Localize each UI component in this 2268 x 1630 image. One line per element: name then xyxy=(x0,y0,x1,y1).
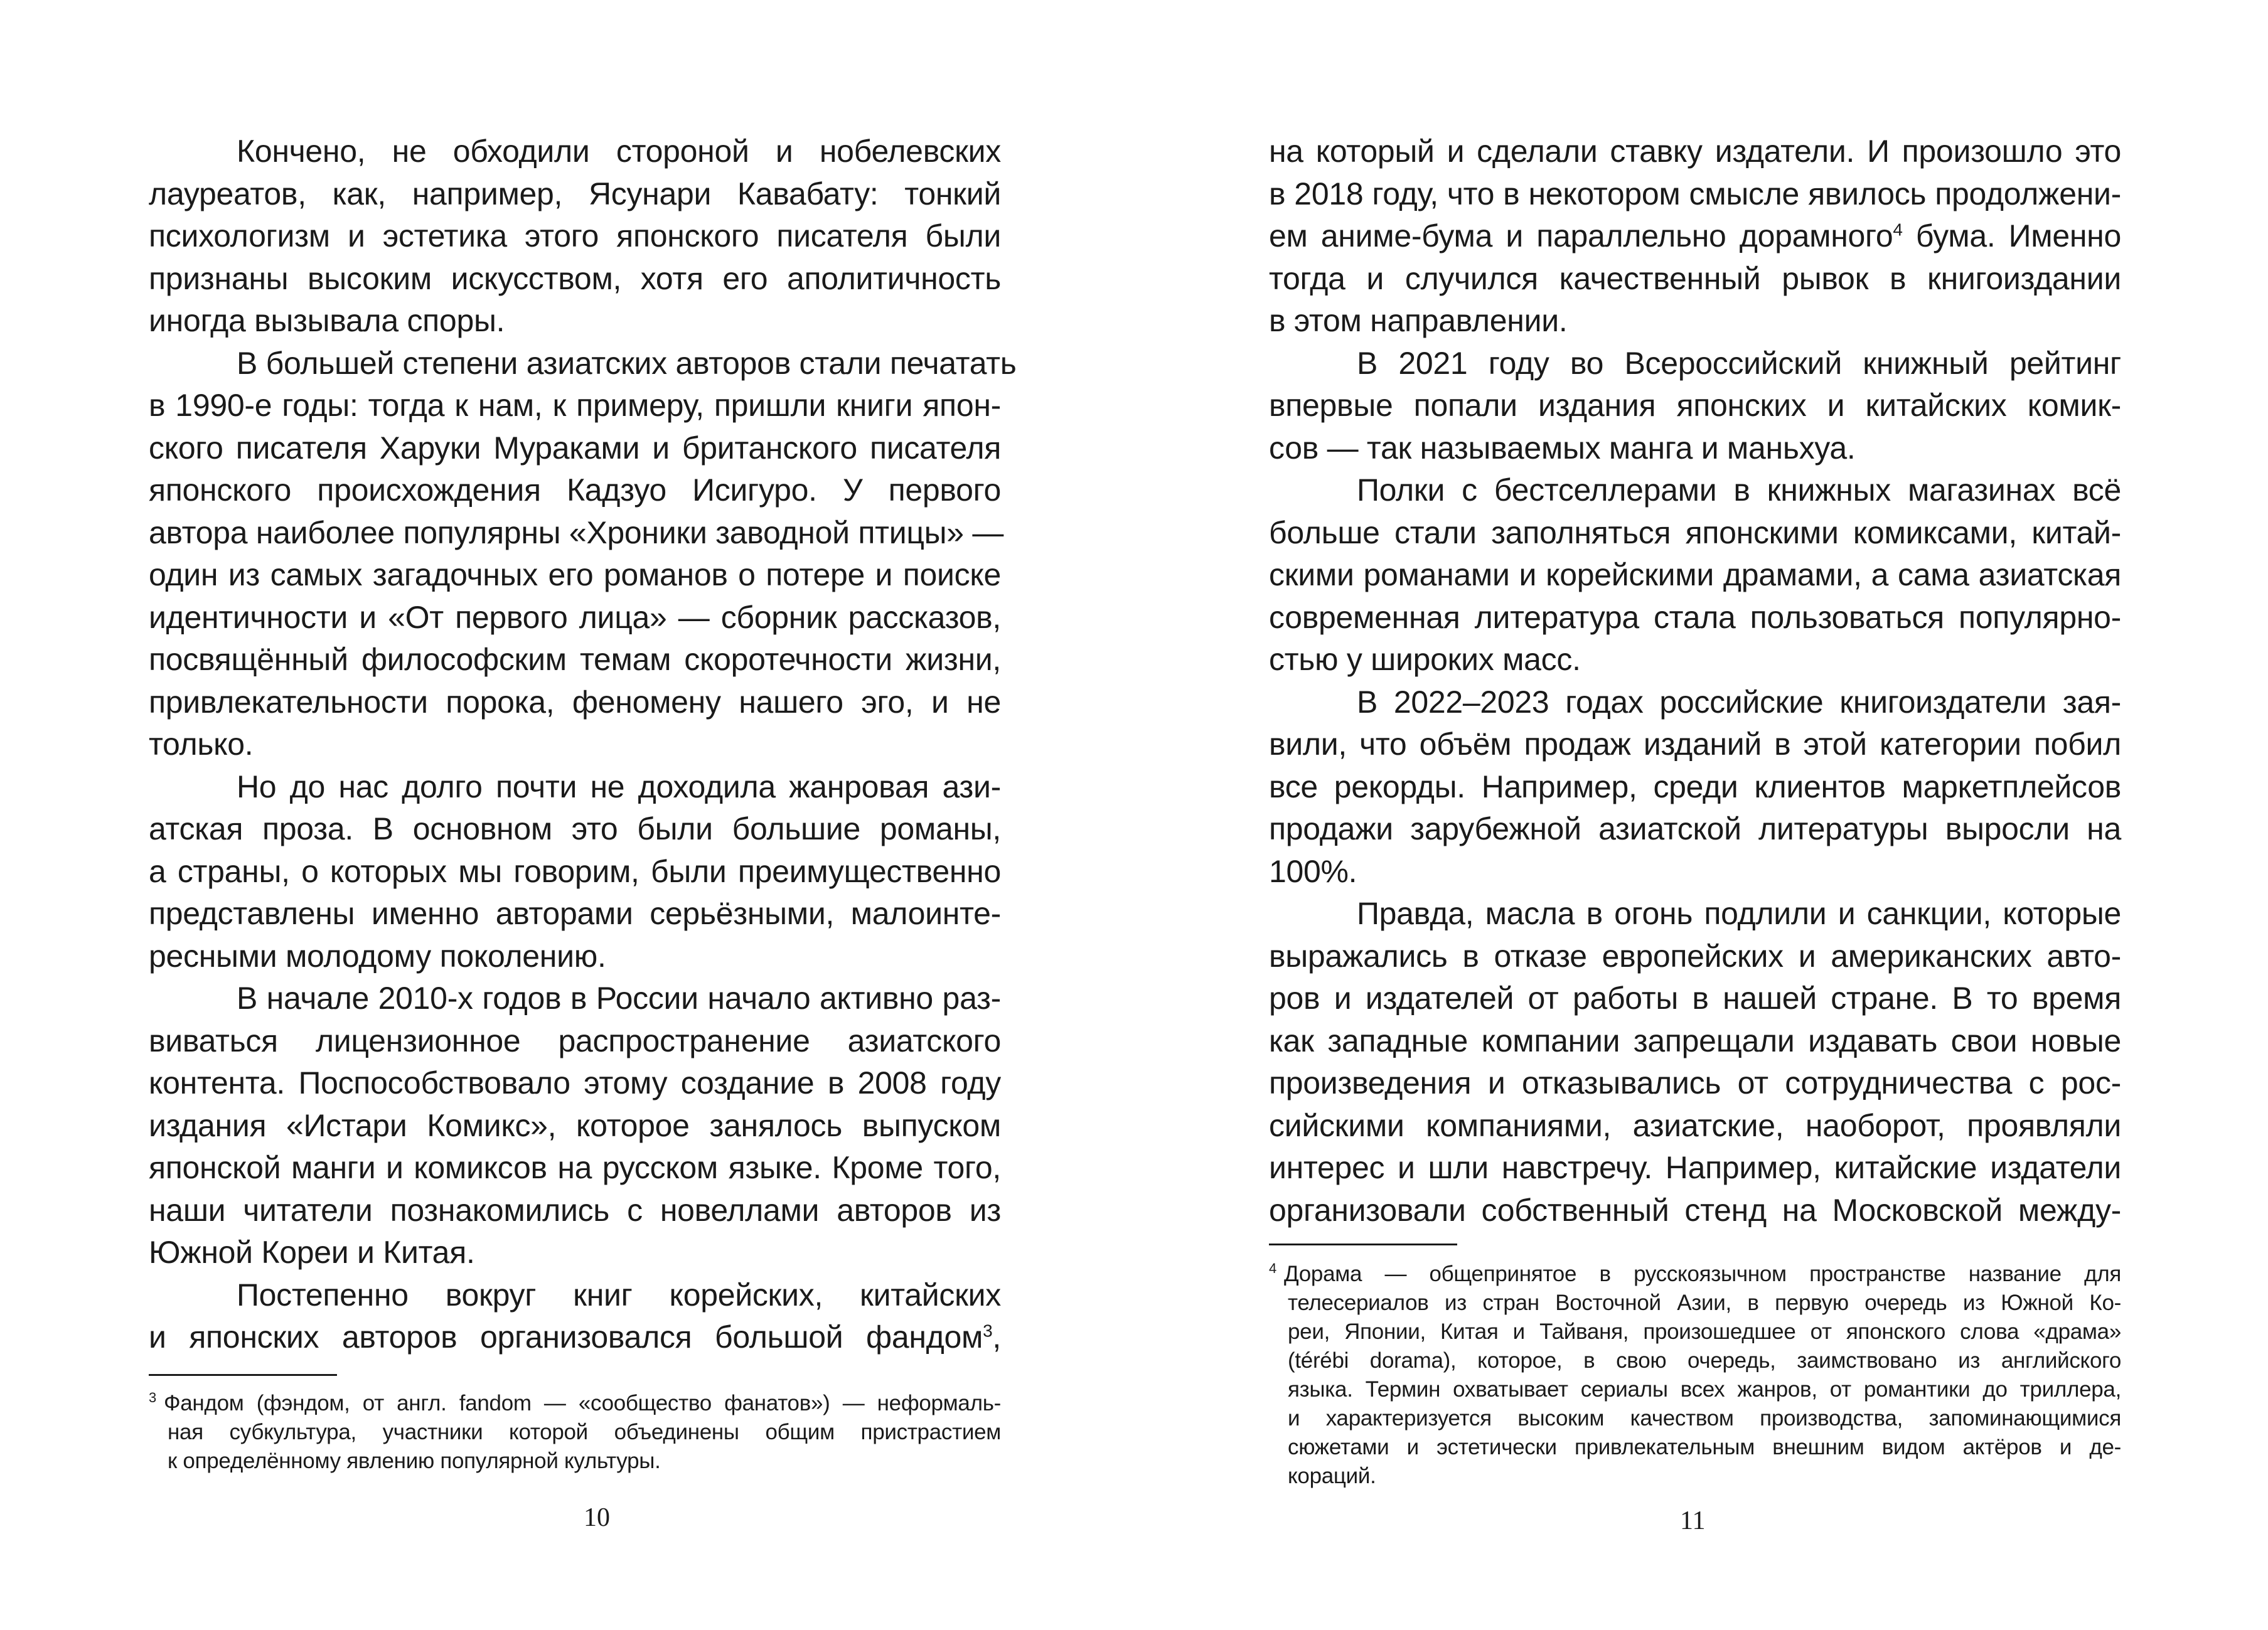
footnote-line xyxy=(149,1389,1001,1418)
text-line: японской манги и комиксов на русском языке. Кроме того, xyxy=(149,1150,1001,1185)
text-line-with-footnote-ref: и японских авторов организовался большой фандом$^3$, xyxy=(149,1319,1001,1355)
footnote-line: телесериалов из стран Восточной Азии, в первую очередь из Южной Ко- xyxy=(1288,1291,2121,1315)
footnote-line: сюжетами и эстетически привлекательным внешним видом актёров и де- xyxy=(1288,1435,2121,1459)
text-line: В 2021 году во Всероссийский книжный рейтинг xyxy=(1357,345,2121,381)
text-line: в 1990-е годы: тогда к нам, к примеру, пришли книги япон- xyxy=(149,388,1001,423)
footnote-mark: 3 xyxy=(149,1390,156,1406)
text-line: тогда и случился качественный рывок в книгоиздании xyxy=(1269,260,2121,296)
text-line: стью у широких масс. xyxy=(1269,642,1581,677)
text-line: Южной Кореи и Китая. xyxy=(149,1235,475,1270)
text-line: организовали собственный стенд на Московской между- xyxy=(1269,1192,2121,1228)
text-line: наши читатели познакомились с новеллами авторов из xyxy=(149,1192,1001,1228)
text-line: один из самых загадочных его романов о потере и поиске xyxy=(149,557,1001,592)
text-line: выражались в отказе европейских и американских авто- xyxy=(1269,938,2121,974)
text-line: атская проза. В основном это были большие романы, xyxy=(149,811,1001,846)
text-line: Но до нас долго почти не доходила жанровая ази- xyxy=(237,769,1001,804)
footnote-line: ная субкультура, участники которой объединены общим пристрастием xyxy=(168,1420,1001,1444)
text-line: представлены именно авторами серьёзными, малоинте- xyxy=(149,896,1001,931)
footnote-line: к определённому явлению популярной культуры. xyxy=(168,1449,661,1473)
text-segment: ем аниме-бума и параллельно дорамного xyxy=(1269,218,1893,253)
text-line: психологизм и эстетика этого японского писателя были xyxy=(149,218,1001,253)
text-line: сов — так называемых манга и маньхуа. xyxy=(1269,430,1856,466)
footnote-ref-3[interactable]: 3 xyxy=(983,1321,993,1341)
text-line-with-footnote-ref xyxy=(1269,215,2121,258)
footnote-line: языка. Термин охватывает сериалы всех жанров, от романтики до триллера, xyxy=(1288,1377,2121,1402)
footnote-4 xyxy=(1269,1260,2121,1491)
text-line: признаны высоким искусством, хотя его аполитичность xyxy=(149,260,1001,296)
footnote-line: реи, Японии, Китая и Тайваня, произошедшее от японского слова «драма» xyxy=(1288,1319,2121,1344)
text-line: в 2018 году, что в некотором смысле явилось продолжени- xyxy=(1269,176,2121,211)
footnote-line: (térébi dorama), которое, в свою очередь, заимствовано из английского xyxy=(1288,1348,2121,1373)
text-line: как западные компании запрещали издавать свои новые xyxy=(1269,1023,2121,1058)
text-line: В 2022–2023 годах российские книгоиздатели зая- xyxy=(1357,684,2121,720)
text-line: посвящённый философским темам скоротечности жизни, xyxy=(149,642,1001,677)
text-segment: Дорама — общепринятое в русскоязычном пространстве название для xyxy=(1283,1262,2121,1286)
right-page-body xyxy=(1269,131,2121,1232)
right-page xyxy=(1134,0,2268,1630)
text-line: привлекательности порока, феномену нашего эго, и не xyxy=(149,684,1001,720)
text-line: произведения и отказывались от сотрудничества с рос- xyxy=(1269,1065,2121,1100)
footnote-line: и характеризуется высоким качеством производства, запоминающимися xyxy=(1288,1406,2121,1430)
text-line: впервые попали издания японских и китайских комик- xyxy=(1269,388,2121,423)
text-line: Постепенно вокруг книг корейских, китайских xyxy=(237,1277,1001,1313)
text-line: продажи зарубежной азиатской литературы выросли на xyxy=(1269,811,2121,846)
text-line: Кончено, не обходили стороной и нобелевских xyxy=(237,134,1001,169)
text-line: 100%. xyxy=(1269,853,1357,889)
text-line: сийскими компаниями, азиатские, наоборот, проявляли xyxy=(1269,1107,2121,1143)
footnote-line: кораций. xyxy=(1288,1464,1376,1488)
left-page-body xyxy=(149,131,1017,1359)
text-line: интерес и шли навстречу. Например, китайские издатели xyxy=(1269,1150,2121,1185)
text-line: скими романами и корейскими драмами, а сама азиатская xyxy=(1269,557,2121,592)
footnote-mark: 4 xyxy=(1269,1260,1276,1277)
text-line: иногда вызывала споры. xyxy=(149,303,505,338)
text-line: ресными молодому поколению. xyxy=(149,938,606,974)
text-line: автора наиболее популярны «Хроники заводной птицы» — xyxy=(149,514,1004,550)
text-segment: и японских авторов организовался большой фандом xyxy=(149,1319,983,1355)
text-line: Правда, масла в огонь подлили и санкции, которые xyxy=(1357,896,2121,931)
text-line: больше стали заполняться японскими комиксами, китай- xyxy=(1269,514,2121,550)
text-line: японского происхождения Кадзуо Исигуро. У первого xyxy=(149,472,1001,508)
text-line: идентичности и «От первого лица» — сборник рассказов, xyxy=(149,599,1001,635)
text-segment: Фандом (фэндом, от англ. fandom — «сообщество фанатов») — неформаль- xyxy=(163,1391,1001,1415)
text-line: на который и сделали ставку издатели. И произошло это xyxy=(1269,134,2121,169)
text-line: издания «Истари Комикс», которое занялось выпуском xyxy=(149,1107,1001,1143)
footnote-divider xyxy=(1269,1244,1457,1245)
text-line: а страны, о которых мы говорим, были преимущественно xyxy=(149,853,1001,889)
text-line: виваться лицензионное распространение азиатского xyxy=(149,1023,1001,1058)
text-segment: бума. Именно xyxy=(1902,218,2121,253)
footnote-line xyxy=(1269,1260,2121,1289)
text-line: ров и издателей от работы в нашей стране. В то время xyxy=(1269,981,2121,1016)
text-line: все рекорды. Например, среди клиентов маркетплейсов xyxy=(1269,769,2121,804)
text-line: только. xyxy=(149,727,254,762)
page-number: 10 xyxy=(584,1503,610,1532)
text-line: контента. Поспособствовало этому создание в 2008 году xyxy=(149,1065,1001,1100)
text-line: в этом направлении. xyxy=(1269,303,1568,338)
text-line: лауреатов, как, например, Ясунари Кавабату: тонкий xyxy=(149,176,1001,211)
page-number: 11 xyxy=(1680,1506,1706,1535)
footnote-3 xyxy=(149,1389,1001,1476)
text-line: вили, что объём продаж изданий в этой категории побил xyxy=(1269,727,2121,762)
footnote-ref-4[interactable]: 4 xyxy=(1893,220,1903,240)
footnote-divider xyxy=(149,1374,337,1376)
text-line: современная литература стала пользоваться популярно- xyxy=(1269,599,2121,635)
text-line: ского писателя Харуки Мураками и британского писателя xyxy=(149,430,1001,466)
text-line: Полки с бестселлерами в книжных магазинах всё xyxy=(1357,472,2121,508)
text-line: В большей степени азиатских авторов стали печатать xyxy=(237,345,1017,381)
text-line: В начале 2010-х годов в России начало активно раз- xyxy=(237,981,1001,1016)
